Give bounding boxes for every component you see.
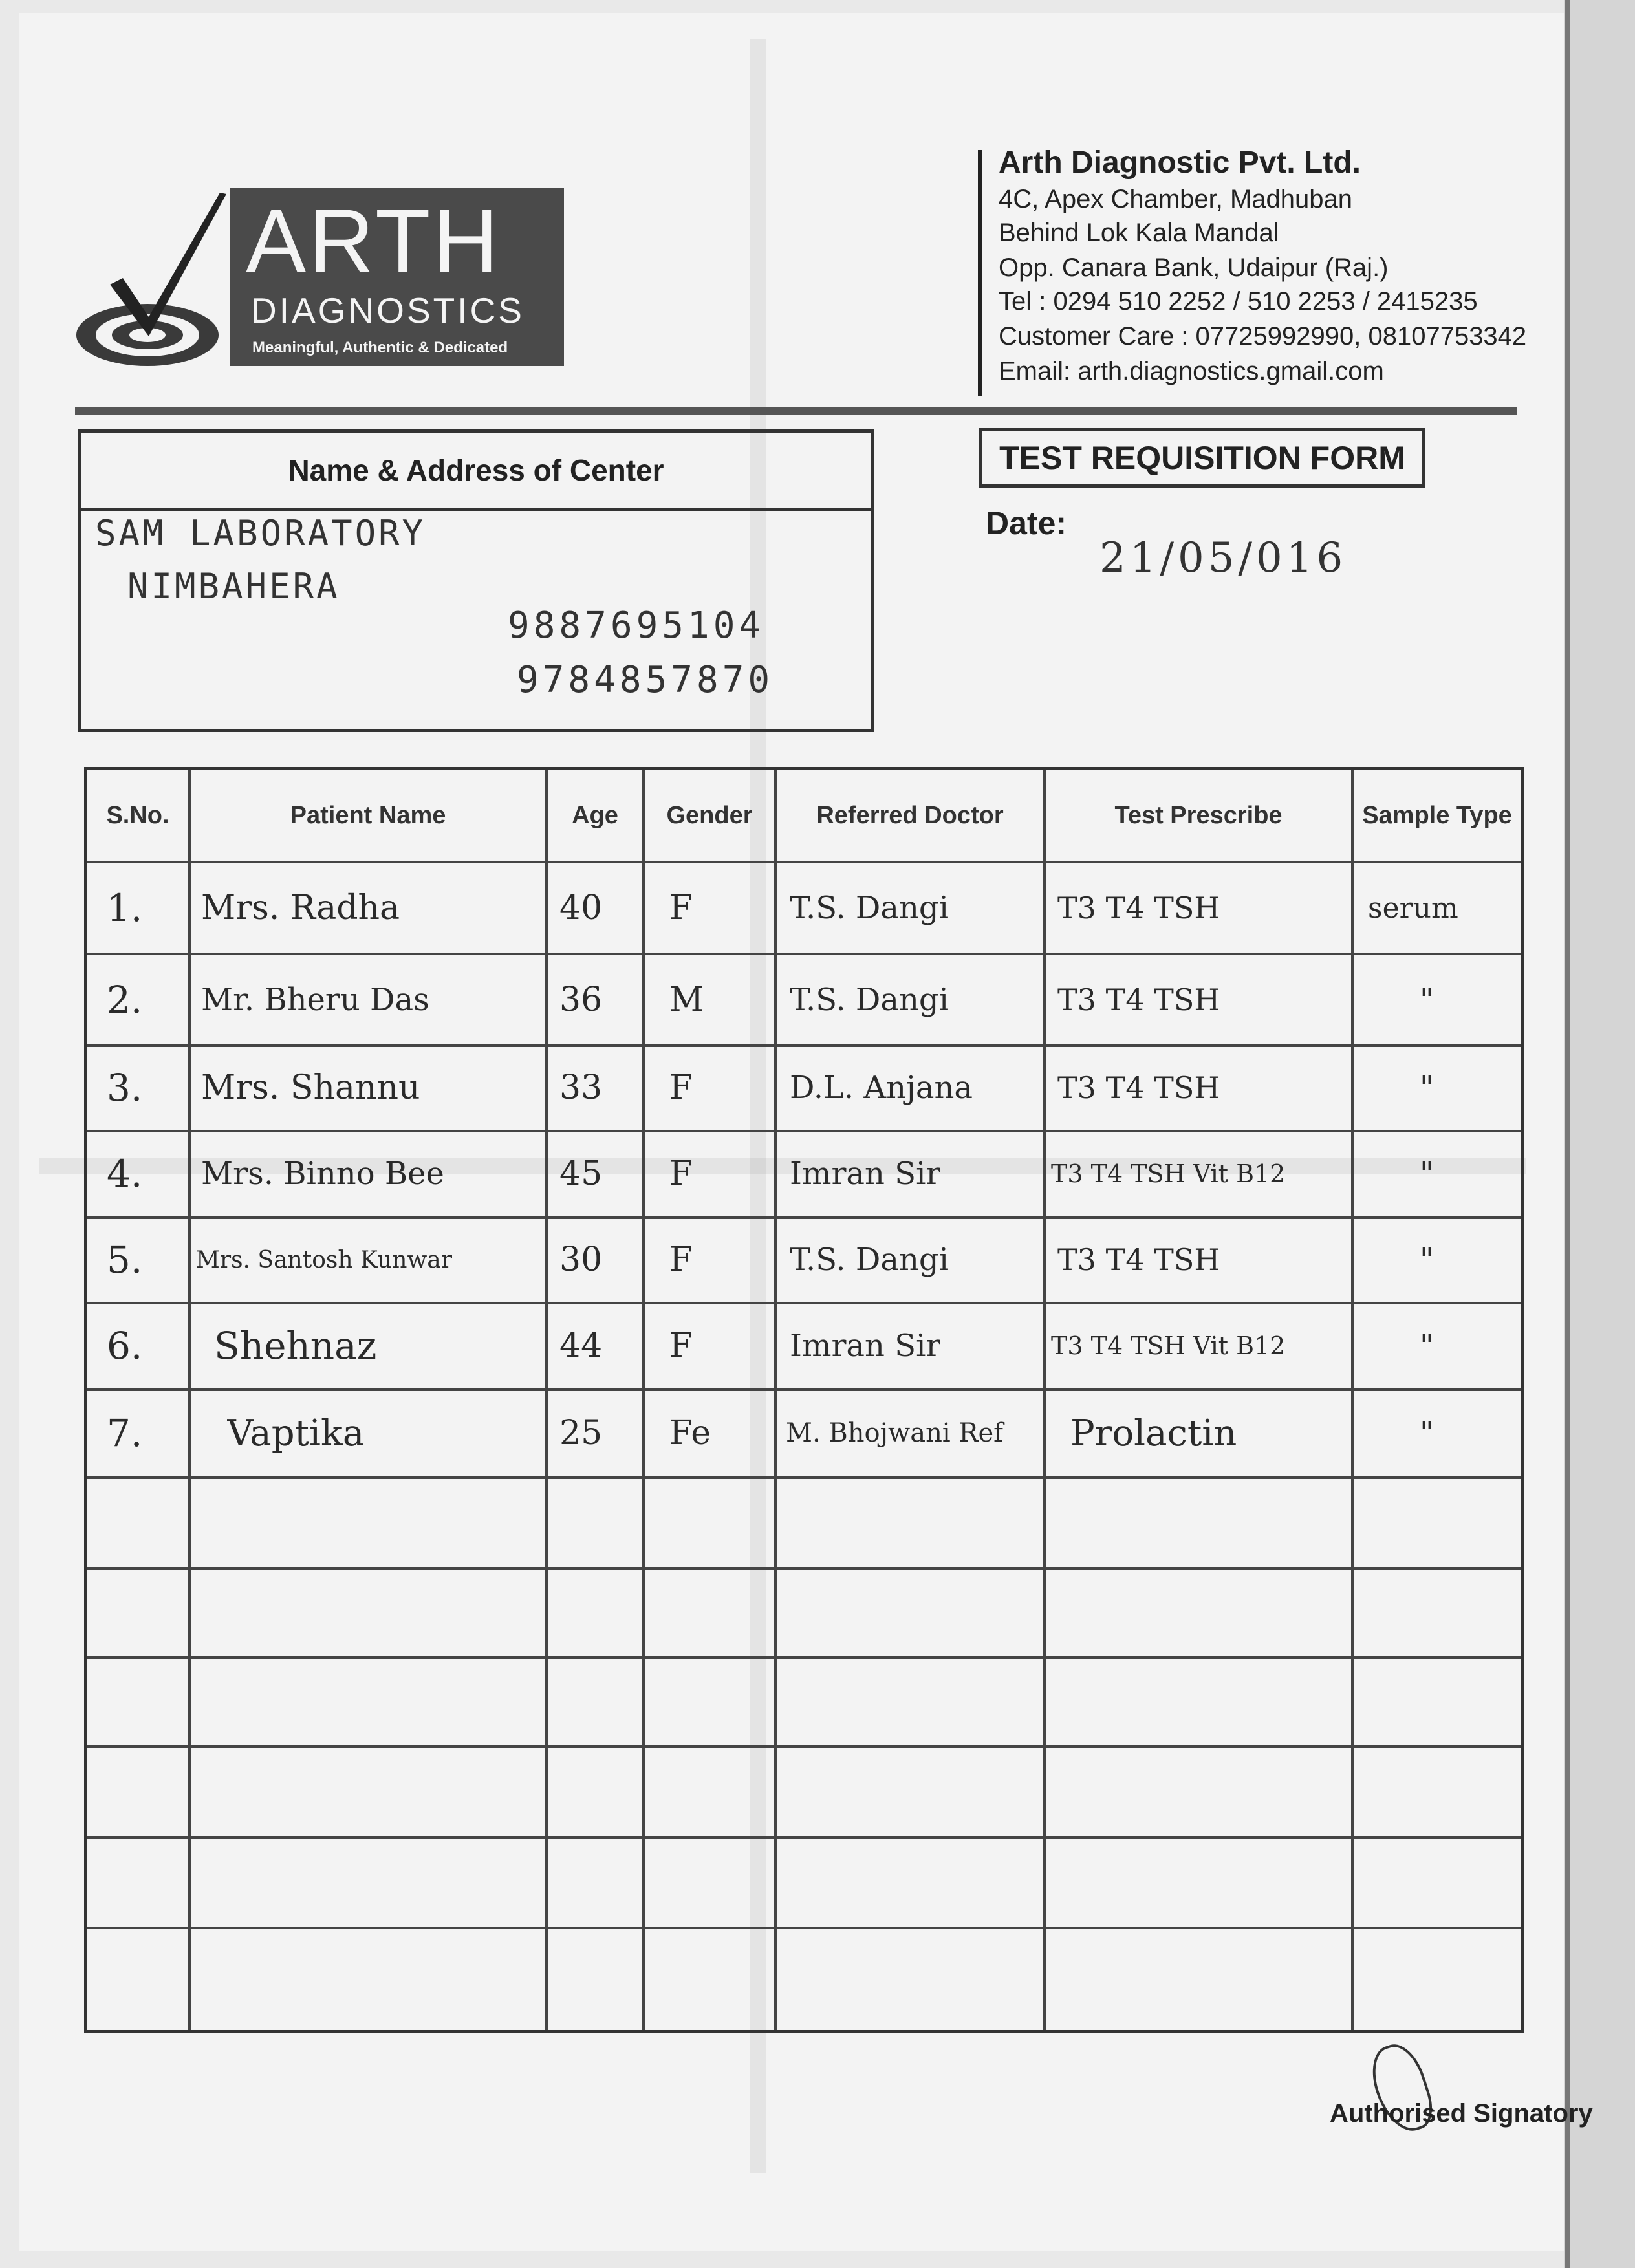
row-age: 44 (559, 1326, 603, 1365)
header-patient-name: Patient Name (290, 801, 446, 829)
row-doctor: M. Bhojwani Ref (786, 1418, 1003, 1448)
requisition-table (84, 767, 1524, 2033)
row-sno: 1. (107, 886, 143, 930)
row-gender: M (669, 980, 704, 1019)
row-gender: F (669, 1068, 693, 1107)
center-phone: 9887695104 (508, 605, 765, 647)
row-patient-name: Vaptika (227, 1412, 365, 1454)
row-test: T3 T4 TSH (1057, 891, 1220, 925)
row-sno: 7. (107, 1411, 143, 1455)
row-test: T3 T4 TSH Vit B12 (1051, 1160, 1286, 1188)
header-referred-doctor: Referred Doctor (816, 801, 1004, 829)
row-age: 33 (559, 1068, 603, 1107)
row-patient-name: Mrs. Santosh Kunwar (196, 1246, 452, 1273)
row-sample: " (1420, 1242, 1435, 1278)
row-doctor: Imran Sir (790, 1156, 941, 1192)
row-sample: " (1420, 1156, 1435, 1192)
row-doctor: T.S. Dangi (790, 982, 949, 1018)
row-sample: " (1420, 1328, 1435, 1364)
column-divider (642, 770, 645, 2030)
row-test: Prolactin (1070, 1412, 1237, 1454)
date-value: 21/05/016 (1099, 534, 1347, 582)
row-divider (87, 1567, 1521, 1570)
row-gender: F (669, 1240, 693, 1279)
row-doctor: T.S. Dangi (790, 1242, 949, 1278)
scan-edge-line (1565, 0, 1570, 2268)
row-doctor: T.S. Dangi (790, 890, 949, 926)
center-phone: 9784857870 (517, 659, 774, 701)
row-test: T3 T4 TSH (1057, 1242, 1220, 1277)
phone-line: Tel : 0294 510 2252 / 510 2253 / 2415235 (999, 287, 1478, 316)
header-rule (75, 407, 1517, 415)
logo-subtitle: DIAGNOSTICS (251, 290, 525, 330)
row-divider (87, 953, 1521, 955)
column-divider (1351, 770, 1354, 2030)
row-age: 40 (559, 889, 603, 927)
row-patient-name: Mrs. Binno Bee (201, 1156, 444, 1192)
row-divider (87, 1656, 1521, 1659)
customer-care-line: Customer Care : 07725992990, 08107753342 (999, 322, 1527, 351)
row-sample: serum (1368, 891, 1458, 925)
row-gender: F (669, 1154, 693, 1193)
arth-logo (71, 188, 569, 375)
row-patient-name: Mrs. Shannu (201, 1068, 420, 1107)
header-sample-type: Sample Type (1362, 801, 1512, 829)
row-age: 36 (559, 980, 603, 1019)
header-divider (978, 150, 982, 396)
row-sno: 4. (107, 1152, 143, 1196)
row-test: T3 T4 TSH Vit B12 (1051, 1332, 1286, 1360)
address-line: 4C, Apex Chamber, Madhuban (999, 185, 1353, 213)
column-divider (774, 770, 777, 2030)
scan-edge (1564, 0, 1635, 2268)
row-doctor: D.L. Anjana (790, 1070, 973, 1106)
row-sample: " (1420, 982, 1435, 1018)
row-gender: F (669, 1326, 693, 1365)
row-age: 45 (559, 1154, 603, 1193)
email-line: Email: arth.diagnostics.gmail.com (999, 357, 1384, 385)
logo-tagline: Meaningful, Authentic & Dedicated (252, 339, 508, 356)
logo-word: ARTH (246, 190, 501, 292)
column-divider (1043, 770, 1046, 2030)
center-city: NIMBAHERA (127, 566, 340, 607)
target-check-icon (71, 188, 239, 375)
row-sample: " (1420, 1415, 1435, 1451)
row-patient-name: Shehnaz (214, 1324, 377, 1368)
row-divider (87, 1836, 1521, 1839)
row-gender: Fe (669, 1414, 711, 1453)
header-test-prescribe: Test Prescribe (1114, 801, 1283, 829)
row-divider (87, 1476, 1521, 1479)
row-sample: " (1420, 1070, 1435, 1106)
row-divider (87, 861, 1521, 863)
row-gender: F (669, 889, 693, 927)
row-sno: 6. (107, 1324, 143, 1368)
row-sno: 2. (107, 978, 143, 1022)
date-label: Date: (986, 505, 1067, 541)
row-doctor: Imran Sir (790, 1328, 941, 1364)
company-name: Arth Diagnostic Pvt. Ltd. (999, 146, 1361, 180)
row-test: T3 T4 TSH (1057, 1070, 1220, 1105)
form-title: TEST REQUISITION FORM (979, 428, 1425, 488)
row-sno: 5. (107, 1238, 143, 1282)
address-line: Behind Lok Kala Mandal (999, 219, 1279, 247)
center-name: SAM LABORATORY (95, 513, 426, 554)
header-sno: S.No. (106, 801, 169, 829)
header-age: Age (572, 801, 618, 829)
column-divider (545, 770, 548, 2030)
row-patient-name: Mrs. Radha (201, 889, 400, 927)
row-sno: 3. (107, 1066, 143, 1110)
row-divider (87, 1745, 1521, 1748)
row-age: 30 (559, 1240, 603, 1279)
center-box (78, 429, 874, 732)
row-divider (87, 1927, 1521, 1929)
header-gender: Gender (666, 801, 753, 829)
authorised-signatory: Authorised Signatory (1330, 2099, 1593, 2128)
column-divider (188, 770, 191, 2030)
row-age: 25 (559, 1414, 603, 1453)
center-heading: Name & Address of Center (81, 433, 871, 511)
row-test: T3 T4 TSH (1057, 982, 1220, 1017)
address-line: Opp. Canara Bank, Udaipur (Raj.) (999, 254, 1389, 282)
row-patient-name: Mr. Bheru Das (201, 982, 429, 1018)
